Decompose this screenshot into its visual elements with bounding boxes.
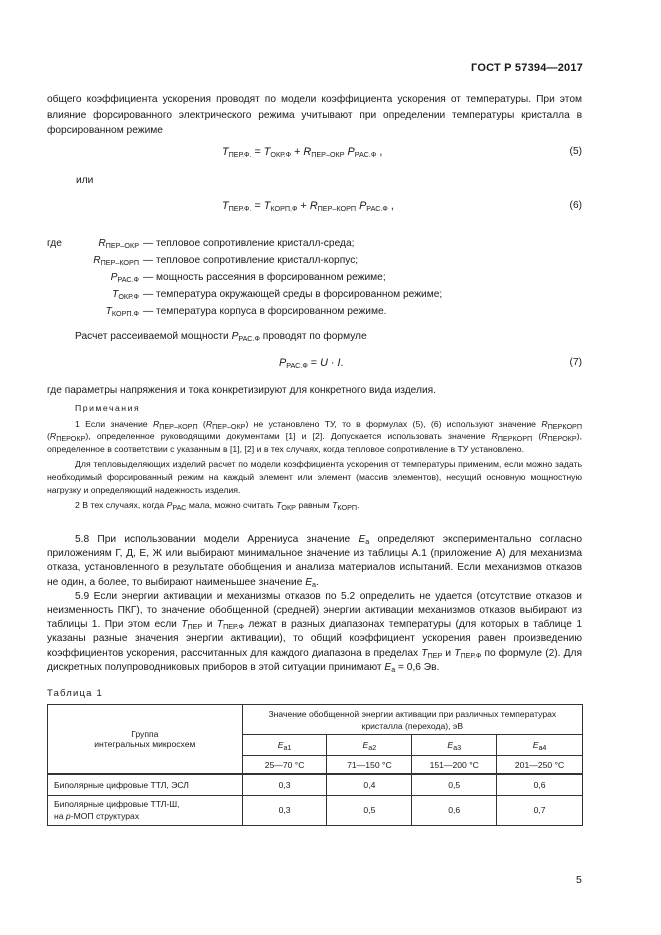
legend-description: — мощность рассеяния в форсированном режиме; xyxy=(143,272,386,283)
ea-column-header: $E_{a3}$ xyxy=(412,735,497,756)
legend-symbol: $R_{ПЕР-КОРП}$ xyxy=(93,255,139,267)
temperature-range: 151—200 °C xyxy=(412,756,497,775)
section-5-8-5-9 xyxy=(47,533,582,675)
equation-7 xyxy=(47,357,582,373)
paragraph-5-9: 5.9 Если энергии активации и механизмы отказов по 5.2 определить не удается (отсутствие отказов и неизменность ПКГ), то значение обобщенной (средней) энергии активации механизмов отказов выбирают из таблицы 1. При этом если $T_{ПЕР}$ и $T_{ПЕР.Ф}$ лежат в разных диапазонах температуры (для которых в таблице 1 указаны разные значения энергии активации), то общий коэффициент ускорения равен произведению коэффициентов ускорения, рассчитанных для каждого диапазона в пределах $T_{ПЕР}$ и $T_{ПЕР.Ф}$ по формуле (2). Для дискретных полупроводниковых приборов в этой ситуации принимают $E_a = 0,6$ Эв. xyxy=(47,590,582,674)
note-1: 1 Если значение $R_{ПЕР-КОРП}$ $(R_{ПЕР-ОКР})$ не установлено ТУ, то в формулах (5), (6) используют значение $R_{ПЕРКОРП}$ $(R_{ПЕРОКР})$, определенное руководящими документами [1] и [2]. Допускается использовать значение $R_{ПЕРКОРП}$ $(R_{ПЕРОКР})$, определенное в соответствии с указанным в [1], [2] и в тех случаях, когда тепловое сопротивление в ТУ установлено. xyxy=(47,418,583,454)
temperature-range: 25—70 °C xyxy=(242,756,327,775)
calc-paragraph: Расчет рассеиваемой мощности $P_{РАС.Ф}$ проводят по формуле xyxy=(75,331,367,343)
legend-row xyxy=(47,306,582,321)
intro-paragraph: общего коэффициента ускорения проводят по модели коэффициента ускорения от температуры. При этом влияние форсированного электрического режима учитывают при определении температуры кристалла в форсированном режиме xyxy=(47,94,582,136)
equation-6-number: (6) xyxy=(569,200,582,211)
equation-6-formula: $T_{ПЕР.Ф.} = T_{КОРП.Ф} + R_{ПЕР-КОРП}$ $P_{РАС.Ф}$ , xyxy=(222,200,394,213)
legend-symbol: $T_{ОКР.Ф}$ xyxy=(112,289,139,301)
temperature-range: 201—250 °C xyxy=(497,756,583,775)
value-cell: 0,6 xyxy=(412,795,497,825)
legend-row xyxy=(47,289,582,304)
equation-7-formula: $P_{РАС.Ф} = U \cdot I$. xyxy=(279,357,344,370)
equation-5 xyxy=(47,146,582,162)
page-number: 5 xyxy=(576,874,582,886)
note-1-continuation: Для тепловыделяющих изделий расчет по модели коэффициента ускорения от температуры применим, если можно задать необходимый форсированный режим на каждый элемент или элемент (массив элементов), несущий основную мощностную нагрузку и определяющий надежность изделия. xyxy=(47,459,582,495)
legend-row xyxy=(47,255,582,270)
ea-column-header: $E_{a1}$ xyxy=(242,735,327,756)
legend-symbol: $T_{КОРП.Ф}$ xyxy=(105,306,139,318)
equation-5-formula: $T_{ПЕР.Ф.} = T_{ОКР.Ф} + R_{ПЕР-ОКР}$ $P_{РАС.Ф}$ , xyxy=(222,146,383,159)
notes-block xyxy=(47,402,582,512)
table-caption: Таблица 1 xyxy=(47,688,103,699)
legend-description: — температура корпуса в форсированном режиме. xyxy=(143,306,387,317)
activation-energy-table xyxy=(47,704,583,826)
ea-column-header: $E_{a2}$ xyxy=(327,735,412,756)
legend-symbol: $R_{ПЕР-ОКР}$ xyxy=(98,238,139,250)
paragraph-5-8: 5.8 При использовании модели Аррениуса значение $E_a$ определяют экспериментально согласно приложениям Г, Д, Е, Ж или выбирают минимальное значение из таблицы А.1 (приложение А) для механизма отказа, установленного в результате обобщения и анализа материалов испытаний. Если механизмов отказов не один, а более, то выбирают наименьшее значение $E_a$. xyxy=(47,534,583,589)
table-row xyxy=(48,774,583,795)
value-cell: 0,6 xyxy=(497,774,583,795)
value-cell: 0,3 xyxy=(242,795,327,825)
value-cell: 0,7 xyxy=(497,795,583,825)
notes-title: Примечания xyxy=(75,403,141,413)
note-2: 2 В тех случаях, когда $P_{РАС}$ мала, можно считать $T_{ОКР}$ равным $T_{КОРП}$. xyxy=(75,500,360,513)
legend-description: — тепловое сопротивление кристалл-среда; xyxy=(143,238,355,249)
table-row xyxy=(48,795,583,825)
value-header: Значение обобщенной энергии активации при различных температурах кристалла (перехода), эВ xyxy=(242,705,582,735)
legend-description: — тепловое сопротивление кристалл-корпус; xyxy=(143,255,359,266)
ea-column-header: $E_{a4}$ xyxy=(497,735,583,756)
group-header: Группа интегральных микросхем xyxy=(48,705,243,775)
value-cell: 0,4 xyxy=(327,774,412,795)
or-word: или xyxy=(76,175,94,186)
document-header: ГОСТ Р 57394—2017 xyxy=(471,62,583,74)
equation-6 xyxy=(47,200,582,216)
legend-description: — температура окружающей среды в форсированном режиме; xyxy=(143,289,443,300)
after-equation-7: где параметры напряжения и тока конкретизируют для конкретного вида изделия. xyxy=(47,385,436,396)
equation-5-number: (5) xyxy=(569,146,582,157)
group-cell: Биполярные цифровые ТТЛ, ЭСЛ xyxy=(48,774,243,795)
legend-symbol: $P_{РАС.Ф}$ xyxy=(110,272,139,284)
legend-row xyxy=(47,238,582,253)
value-cell: 0,5 xyxy=(327,795,412,825)
value-cell: 0,5 xyxy=(412,774,497,795)
legend-where: где xyxy=(47,238,62,249)
legend-row xyxy=(47,272,582,287)
value-cell: 0,3 xyxy=(242,774,327,795)
group-cell: Биполярные цифровые ТТЛ-Ш, на p-МОП структурах xyxy=(48,795,243,825)
equation-7-number: (7) xyxy=(569,357,582,368)
temperature-range: 71—150 °C xyxy=(327,756,412,775)
